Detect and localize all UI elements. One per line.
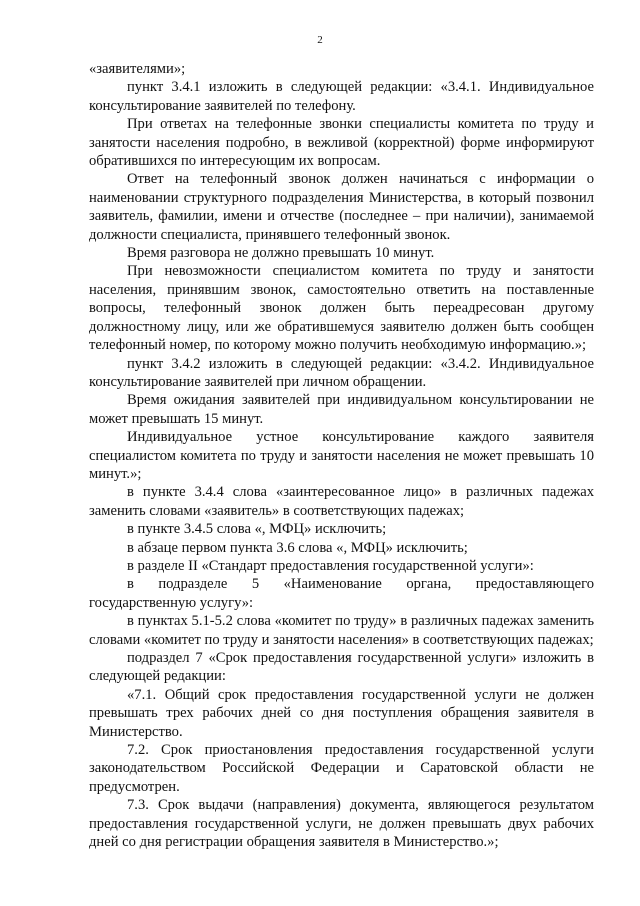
paragraph: пункт 3.4.2 изложить в следующей редакции: «3.4.2. Индивидуальное консультирование заявителей при личном обращении. xyxy=(89,355,594,390)
paragraph: «7.1. Общий срок предоставления государственной услуги не должен превышать трех рабочих дней со дня поступления обращения заявителя в Министерство. xyxy=(89,686,594,740)
paragraph: в пункте 3.4.5 слова «, МФЦ» исключить; xyxy=(127,521,387,538)
paragraph: 7.2. Срок приостановления предоставления государственной услуги законодательством Российской Федерации и Саратовской области не предусмотрен. xyxy=(89,742,594,795)
paragraph: Время ожидания заявителей при индивидуальном консультировании не может превышать 15 минут. xyxy=(89,392,594,427)
paragraph: 7.3. Срок выдачи (направления) документа, являющегося результатом предоставления государственной услуги, не должен превышать двух рабочих дней со дня регистрации обращения заявителя в Министерство.»; xyxy=(89,797,594,851)
paragraph: в абзаце первом пункта 3.6 слова «, МФЦ» исключить; xyxy=(127,539,468,556)
page-number: 2 xyxy=(317,34,323,46)
paragraph: Ответ на телефонный звонок должен начинаться с информации о наименовании структурного подразделения Министерства, в который позвонил заявитель, фамилии, имени и отчестве (последнее – при наличии), занимаемой должности специалиста, принявшего телефонный звонок. xyxy=(89,171,594,243)
paragraph: пункт 3.4.1 изложить в следующей редакции: «3.4.1. Индивидуальное консультирование заявителей по телефону. xyxy=(89,79,594,114)
paragraph: в пункте 3.4.4 слова «заинтересованное лицо» в различных падежах заменить словами «заявитель» в соответствующих падежах; xyxy=(89,484,594,519)
paragraph: Индивидуальное устное консультирование каждого заявителя специалистом комитета по труду и занятости населения не может превышать 10 минут.»; xyxy=(89,429,594,482)
paragraph: При ответах на телефонные звонки специалисты комитета по труду и занятости населения подробно, в вежливой (корректной) форме информируют обратившихся по интересующим их вопросам. xyxy=(89,116,594,170)
paragraph: в подразделе 5 «Наименование органа, предоставляющего государственную услугу»: xyxy=(89,576,594,611)
paragraph: При невозможности специалистом комитета по труду и занятости населения, принявшим звонок, самостоятельно ответить на поставленные вопросы, телефонный звонок должен быть переадресован другому должностному лицу, или же обратившемуся заявителю должен быть сообщен телефонный номер, по которому можно получить необходимую информацию.»; xyxy=(89,263,594,354)
document-body xyxy=(89,60,594,851)
paragraph: «заявителями»; xyxy=(89,61,186,77)
paragraph: подраздел 7 «Срок предоставления государственной услуги» изложить в следующей редакции: xyxy=(89,650,594,685)
paragraph: в разделе II «Стандарт предоставления государственной услуги»: xyxy=(127,557,534,574)
paragraph: Время разговора не должно превышать 10 минут. xyxy=(127,245,435,262)
paragraph: в пунктах 5.1-5.2 слова «комитет по труду» в различных падежах заменить словами «комитет по труду и занятости населения» в соответствующих падежах; xyxy=(89,613,594,648)
